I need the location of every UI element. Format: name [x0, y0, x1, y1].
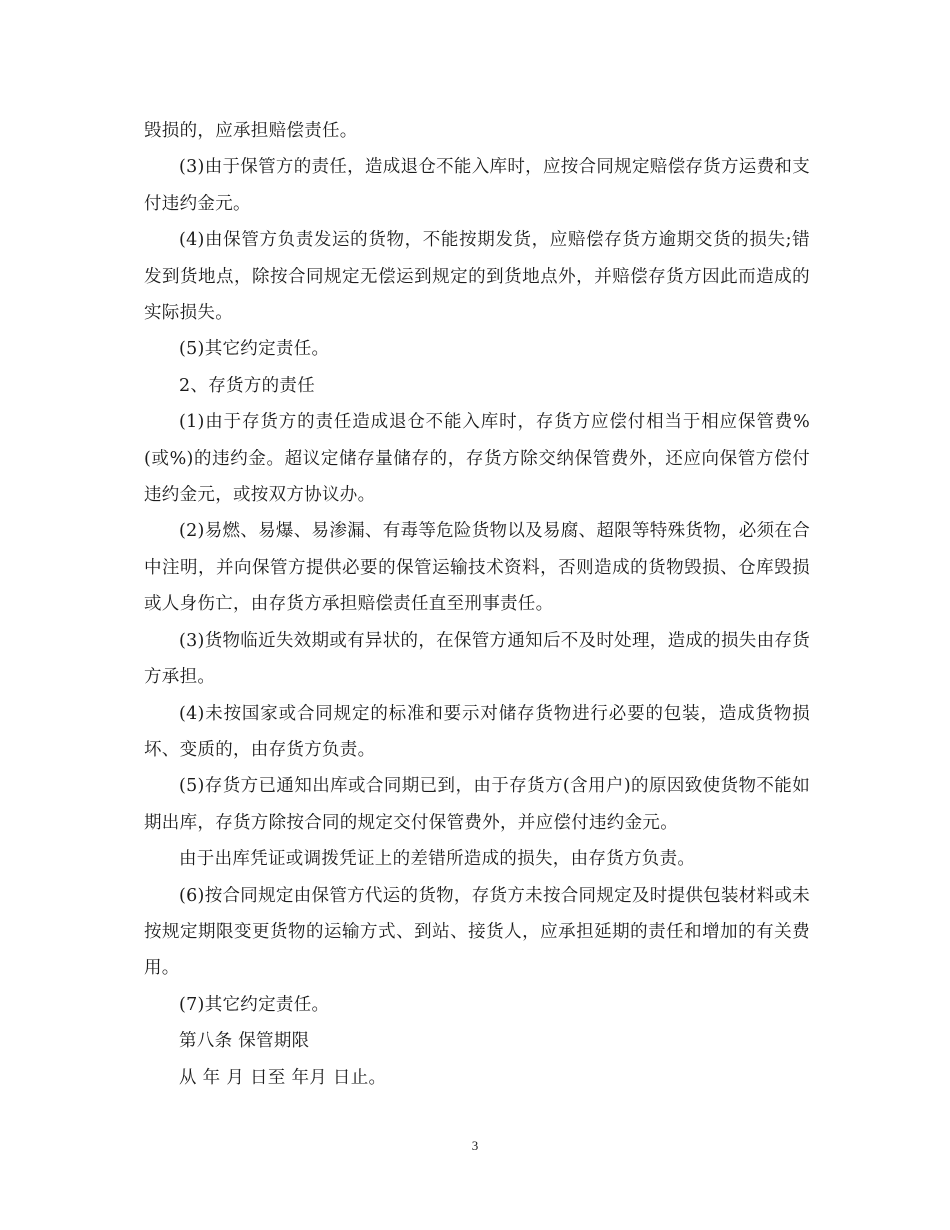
article-heading-storage-period: 第八条 保管期限	[179, 1031, 310, 1052]
storage-period-line: 从 年 月 日至 年月 日止。	[179, 1067, 387, 1088]
paragraph-3: (4)由保管方负责发运的货物，不能按期发货，应赔偿存货方逾期交货的损失;错发到货地点，除按合同规定无偿运到规定的到货地点外，并赔偿存货方因此而造成的实际损失。	[144, 230, 810, 324]
paragraph-6: (1)由于存货方的责任造成退仓不能入库时，存货方应偿付相当于相应保管费%(或%)的违约金。超议定储存量储存的，存货方除交纳保管费外，还应向保管方偿付违约金元，或按双方协议办。	[144, 412, 810, 506]
paragraph-8: (3)货物临近失效期或有异状的，在保管方通知后不及时处理，造成的损失由存货方承担。	[144, 630, 810, 688]
page-number: 3	[471, 1138, 479, 1153]
paragraph-1: 毁损的，应承担赔偿责任。	[144, 121, 358, 141]
paragraph-10: (5)存货方已通知出库或合同期已到，由于存货方(含用户)的原因致使货物不能如期出库，存货方除按合同的规定交付保管费外，并应偿付违约金元。	[144, 776, 810, 833]
paragraph-4: (5)其它约定责任。	[179, 339, 330, 360]
section-heading-depositor-responsibility: 2、存货方的责任	[179, 375, 316, 396]
paragraph-7: (2)易燃、易爆、易渗漏、有毒等危险货物以及易腐、超限等特殊货物，必须在合中注明，并向保管方提供必要的保管运输技术资料，否则造成的货物毁损、仓库毁损或人身伤亡，由存货方承担赔偿责任直至刑事责任。	[144, 521, 810, 615]
paragraph-9: (4)未按国家或合同规定的标准和要示对储存货物进行必要的包装，造成货物损坏、变质的，由存货方负责。	[144, 703, 810, 760]
paragraph-2: (3)由于保管方的责任，造成退仓不能入库时，应按合同规定赔偿存货方运费和支付违约金元。	[144, 157, 810, 214]
paragraph-11: 由于出库凭证或调拨凭证上的差错所造成的损失，由存货方负责。	[179, 849, 696, 870]
document-body	[144, 113, 810, 1096]
paragraph-12: (6)按合同规定由保管方代运的货物，存货方未按合同规定及时提供包装材料或未按规定期限变更货物的运输方式、到站、接货人，应承担延期的责任和增加的有关费用。	[144, 885, 810, 979]
paragraph-13: (7)其它约定责任。	[179, 994, 330, 1015]
